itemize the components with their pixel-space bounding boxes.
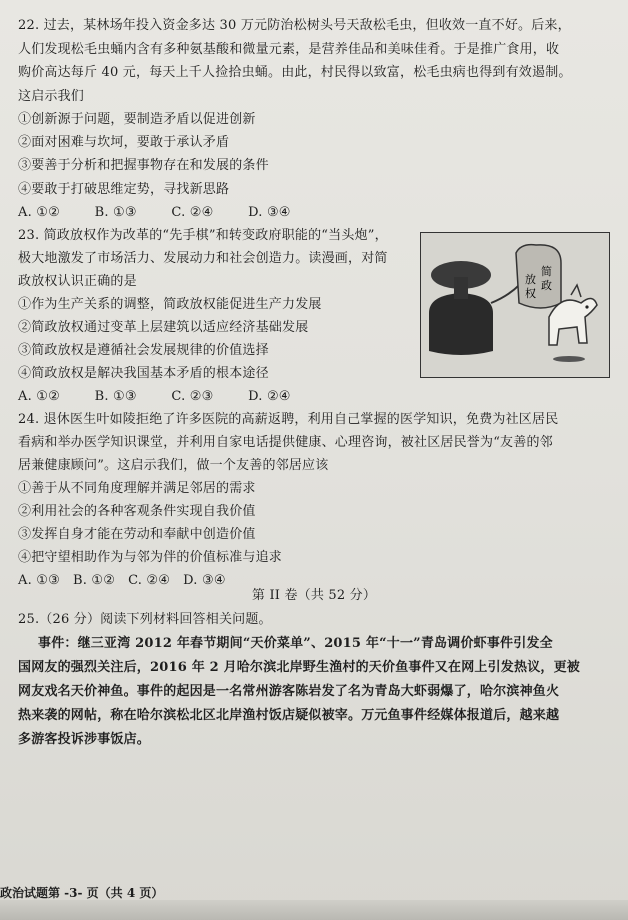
q23-option-1: ①作为生产关系的调整，简政放权能促进生产力发展 xyxy=(18,297,322,312)
cartoon-label-1: 放 xyxy=(525,273,536,286)
q23-answers: A. ①② B. ①③ C. ②③ D. ②④ xyxy=(18,389,291,404)
q22-line-1: 22. 过去，某林场年投入资金多达 30 万元防治松树头号天敌松毛虫，但收效一直不好。后来， xyxy=(18,18,571,33)
weight-base-shape xyxy=(429,293,493,355)
q22-line-2: 人们发现松毛虫蛹内含有多种氨基酸和微量元素，是营养佳品和美味佳肴。于是推广食用，收 xyxy=(18,42,560,57)
q24-answers: A. ①③ B. ①② C. ②④ D. ③④ xyxy=(18,573,226,588)
sack-shape xyxy=(516,245,561,308)
q22-line-3: 购价高达每斤 40 元，每天上千人捡拾虫蛹。由此，村民得以致富，松毛虫病也得到有效遏制。 xyxy=(18,65,572,80)
cartoon-label-4: 政 xyxy=(541,279,552,292)
q22-line-4: 这启示我们 xyxy=(18,89,85,104)
q24-line-2: 看病和举办医学知识课堂，并利用自家电话提供健康、心理咨询，被社区居民誉为“友善的邻 xyxy=(18,435,553,450)
cartoon-label-3: 简 xyxy=(541,265,552,278)
page-bottom-edge xyxy=(0,900,628,920)
q23-option-4: ④简政放权是解决我国基本矛盾的根本途径 xyxy=(18,366,269,381)
q23-option-2: ②简政放权通过变革上层建筑以适应经济基础发展 xyxy=(18,320,309,335)
ground-shadow xyxy=(553,356,585,362)
q24-option-1: ①善于从不同角度理解并满足邻居的需求 xyxy=(18,481,256,496)
q24-option-4: ④把守望相助作为与邻为伴的价值标准与追求 xyxy=(18,550,283,565)
q22-option-2: ②面对困难与坎坷，要敢于承认矛盾 xyxy=(18,135,230,150)
q24-line-3: 居兼健康顾问”。这启示我们，做一个友善的邻居应该 xyxy=(18,458,329,473)
cartoon-label-2: 权 xyxy=(525,287,536,300)
q25-line-5: 热来袭的网帖，称在哈尔滨松北区北岸渔村饭店疑似被宰。万元鱼事件经媒体报道后，越来越 xyxy=(18,708,560,723)
horse-ear xyxy=(571,285,581,297)
q22-answers: A. ①② B. ①③ C. ②④ D. ③④ xyxy=(18,205,291,220)
q23-line-3: 政放权认识正确的是 xyxy=(18,274,137,289)
cartoon-illustration xyxy=(420,232,610,378)
q24-option-3: ③发挥自身才能在劳动和奉献中创造价值 xyxy=(18,527,256,542)
cartoon-drawing xyxy=(421,233,609,377)
q25-line-1: 25.（26 分）阅读下列材料回答相关问题。 xyxy=(18,612,272,627)
q23-option-3: ③简政放权是遵循社会发展规律的价值选择 xyxy=(18,343,269,358)
section-2-heading: 第 II 卷（共 52 分） xyxy=(251,588,377,603)
q23-line-2: 极大地激发了市场活力、发展动力和社会创造力。读漫画，对简 xyxy=(18,251,388,266)
q22-option-4: ④要敢于打破思维定势，寻找新思路 xyxy=(18,182,230,197)
q25-line-4: 网友戏名天价神鱼。事件的起因是一名常州游客陈岩发了名为青岛大虾弱爆了，哈尔滨神鱼火 xyxy=(18,684,560,699)
q25-line-2: 事件：继三亚湾 2012 年春节期间“天价菜单”、2015 年“十一”青岛调价虾事件引发全 xyxy=(38,636,553,651)
q23-line-1: 23. 简政放权作为改革的“先手棋”和转变政府职能的“当头炮”， xyxy=(18,228,388,243)
q24-option-2: ②利用社会的各种客观条件实现自我价值 xyxy=(18,504,256,519)
horse-shape xyxy=(549,298,597,345)
q25-line-6: 多游客投诉涉事饭店。 xyxy=(18,732,151,747)
q24-line-1: 24. 退休医生叶如陵拒绝了许多医院的高薪返聘，利用自己掌握的医学知识，免费为社区居民 xyxy=(18,412,559,427)
horse-eye xyxy=(585,305,588,308)
q25-line-3: 国网友的强烈关注后，2016 年 2 月哈尔滨北岸野生渔村的天价鱼事件又在网上引发热议，更被 xyxy=(18,660,581,675)
q22-option-3: ③要善于分析和把握事物存在和发展的条件 xyxy=(18,158,269,173)
q22-option-1: ①创新源于问题，要制造矛盾以促进创新 xyxy=(18,112,256,127)
weight-stem-shape xyxy=(454,277,468,299)
page-footer: 政治试题第 -3- 页（共 4 页） xyxy=(0,886,164,900)
